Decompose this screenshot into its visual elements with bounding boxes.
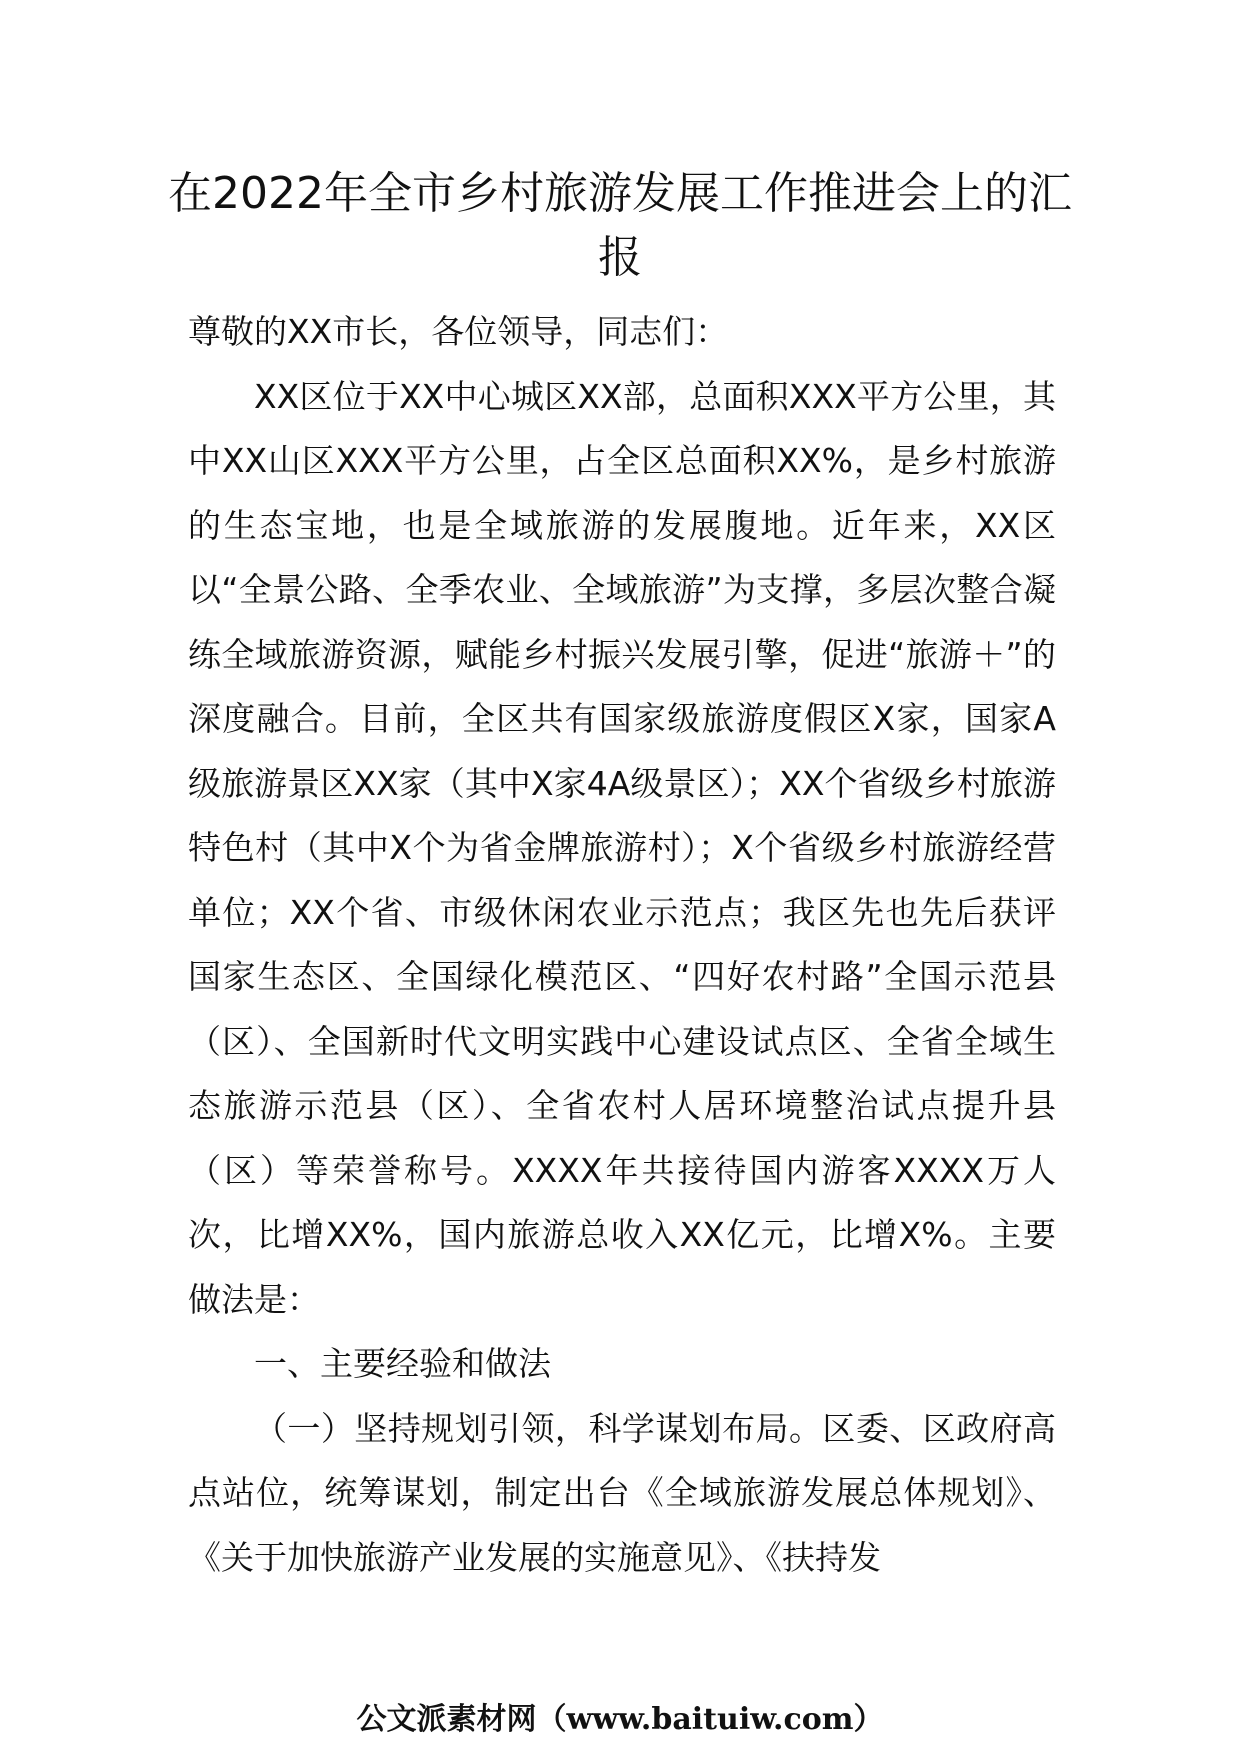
- watermark-footer: 公文派素材网（www.baituiw.com）: [356, 1702, 884, 1737]
- salutation: 尊敬的XX市长，各位领导，同志们：: [188, 312, 729, 351]
- document-body: [188, 300, 1056, 1590]
- document-title: 在2022年全市乡村旅游发展工作推进会上的汇报: [168, 168, 1072, 283]
- paragraph-planning: （一）坚持规划引领，科学谋划布局。区委、区政府高点站位，统筹谋划，制定出台《全域旅游发展总体规划》、《关于加快旅游产业发展的实施意见》、《扶持发: [188, 1408, 1056, 1577]
- paragraph-intro: XX区位于XX中心城区XX部，总面积XXX平方公里，其中XX山区XXX平方公里，占全区总面积XX%，是乡村旅游的生态宝地，也是全域旅游的发展腹地。近年来，XX区以“全景公路、全季农业、全域旅游”为支撑，多层次整合凝练全域旅游资源，赋能乡村振兴发展引擎，促进“旅游＋”的深度融合。目前，全区共有国家级旅游度假区X家，国家A级旅游景区XX家（其中X家4A级景区）；XX个省级乡村旅游特色村（其中X个为省金牌旅游村）；X个省级乡村旅游经营单位；XX个省、市级休闲农业示范点；我区先也先后获评国家生态区、全国绿化模范区、“四好农村路”全国示范县（区）、全国新时代文明实践中心建设试点区、全省全域生态旅游示范县（区）、全省农村人居环境整治试点提升县（区）等荣誉称号。XXXX年共接待国内游客XXXX万人次，比增XX%，国内旅游总收入XX亿元，比增X%。主要做法是：: [188, 376, 1056, 1319]
- section-heading: 一、主要经验和做法: [254, 1344, 551, 1383]
